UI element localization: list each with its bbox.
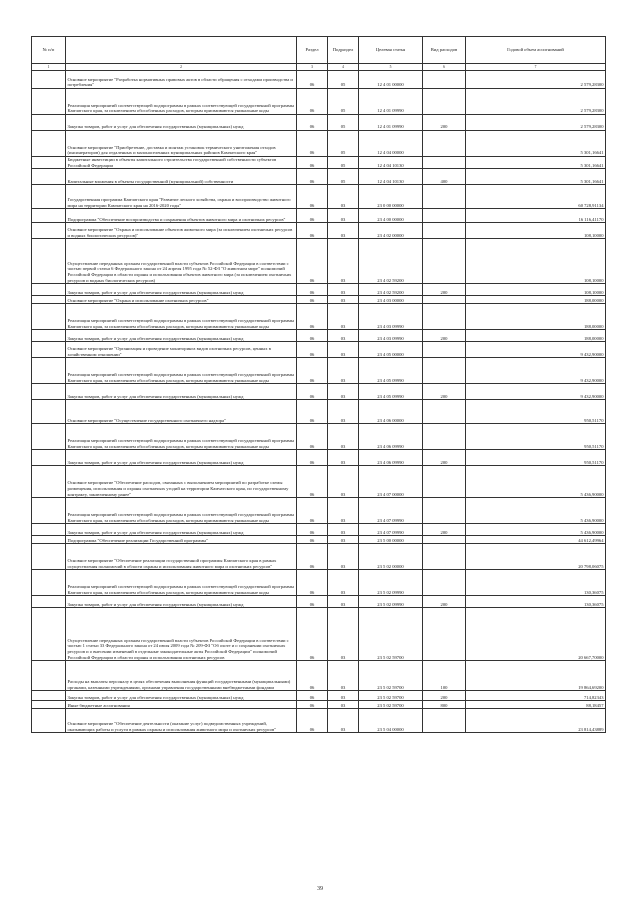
row-amount: 188,00000: [466, 330, 606, 342]
row-target: 23 5 02 59700: [359, 701, 423, 709]
row-subsection: 03: [328, 524, 359, 536]
table-row: [32, 536, 606, 544]
row-name: Закупка товаров, работ и услуг для обеспечения государственных (муниципальных) нужд: [66, 115, 297, 131]
row-amount: 2 579,28300: [466, 115, 606, 131]
row-subsection: 03: [328, 296, 359, 304]
row-target: 23 4 07 00000: [359, 466, 423, 498]
table-row: [32, 157, 606, 169]
row-name: Осуществление переданных органам государственной власти субъектов Российской Федерации в соответствии с частью 1 статьи 33 Федерального закона от 24 июля 2009 года № 209-ФЗ "Об охоте и о сохранении охотничьих ресурсов и о внесении изменений в отдельные законодательные акты Российской Федерации" полномочий Российской Федерации в области охраны и использования охотничьих ресурсов: [66, 608, 297, 661]
row-amount: 108,10000: [466, 223, 606, 239]
row-amount: 950,51170: [466, 400, 606, 424]
row-number: [32, 596, 66, 608]
row-target: 12 4 01 09990: [359, 89, 423, 115]
row-section: 06: [297, 596, 328, 608]
table-row: [32, 296, 606, 304]
row-target: 23 4 03 09990: [359, 304, 423, 330]
row-amount: 44 612,49964: [466, 536, 606, 544]
row-subsection: 05: [328, 115, 359, 131]
row-number: [32, 89, 66, 115]
row-subsection: 03: [328, 709, 359, 733]
table-row: [32, 71, 606, 89]
row-number: [32, 296, 66, 304]
table-row: [32, 185, 606, 209]
row-amount: 5 301,16641: [466, 131, 606, 157]
row-exptype: 200: [423, 691, 466, 701]
row-section: 06: [297, 71, 328, 89]
row-exptype: [423, 498, 466, 524]
row-amount: 60 728,91134: [466, 185, 606, 209]
row-section: 06: [297, 544, 328, 570]
row-subsection: 05: [328, 89, 359, 115]
row-number: [32, 284, 66, 296]
row-subsection: 03: [328, 223, 359, 239]
row-exptype: [423, 223, 466, 239]
row-number: [32, 691, 66, 701]
header-section: Раздел: [297, 37, 328, 64]
row-name: Основное мероприятие "Организация и проведение мониторинга видов охотничьих ресурсов, ценных в хозяйственном отношении": [66, 342, 297, 358]
row-name: Государственная программа Камчатского края "Развитие лесного хозяйства, охрана и воспроизводство животного мира на территории Камчатского края на 2016-2020 годы": [66, 185, 297, 209]
row-amount: 9 432,90000: [466, 342, 606, 358]
row-section: 06: [297, 384, 328, 400]
row-amount: 188,00000: [466, 304, 606, 330]
table-row: [32, 709, 606, 733]
row-number: [32, 424, 66, 450]
row-exptype: 200: [423, 115, 466, 131]
row-section: 06: [297, 239, 328, 284]
row-subsection: 03: [328, 239, 359, 284]
row-section: 06: [297, 115, 328, 131]
row-subsection: 03: [328, 304, 359, 330]
row-target: 12 4 01 00000: [359, 71, 423, 89]
column-index: 2: [66, 64, 297, 71]
row-name: Закупка товаров, работ и услуг для обеспечения государственных (муниципальных) нужд: [66, 524, 297, 536]
row-number: [32, 131, 66, 157]
row-name: Осуществление переданных органам государственной власти субъектов Российской Федерации в соответствии с частью первой статьи 6 Федерального закона от 24 апреля 1995 года № 52-ФЗ "О животном мире" полномочий Российской Федерации в области охраны и использования объектов животного мира (за исключением охотничьих ресурсов и водных биологических ресурсов): [66, 239, 297, 284]
row-amount: 108,10000: [466, 284, 606, 296]
row-subsection: 03: [328, 691, 359, 701]
row-number: [32, 71, 66, 89]
row-name: Подпрограмма "Обеспечение воспроизводства и сохранения объектов животного мира и охотничьих ресурсов": [66, 209, 297, 223]
row-subsection: 03: [328, 450, 359, 466]
row-exptype: [423, 536, 466, 544]
row-subsection: 03: [328, 330, 359, 342]
row-name: Реализация мероприятий соответствующей подпрограммы в рамках соответствующей государственной программы Камчатского края, за исключением обособленных расходов, которым присваиваются уникальные коды: [66, 424, 297, 450]
row-amount: 5 436,90000: [466, 498, 606, 524]
row-section: 06: [297, 185, 328, 209]
row-amount: 2 579,28300: [466, 89, 606, 115]
row-exptype: [423, 358, 466, 384]
row-exptype: 200: [423, 384, 466, 400]
row-target: 23 4 02 59200: [359, 239, 423, 284]
row-target: 23 4 02 00000: [359, 223, 423, 239]
row-amount: 5 301,16641: [466, 157, 606, 169]
row-number: [32, 570, 66, 596]
row-section: 06: [297, 342, 328, 358]
table-row: [32, 223, 606, 239]
row-section: 06: [297, 691, 328, 701]
row-name: Закупка товаров, работ и услуг для обеспечения государственных (муниципальных) нужд: [66, 450, 297, 466]
row-target: 23 4 07 09990: [359, 498, 423, 524]
row-exptype: [423, 209, 466, 223]
row-section: 06: [297, 570, 328, 596]
header-num: № п/п: [32, 37, 66, 64]
row-number: [32, 524, 66, 536]
row-number: [32, 223, 66, 239]
row-exptype: [423, 304, 466, 330]
row-section: 06: [297, 131, 328, 157]
row-number: [32, 536, 66, 544]
row-subsection: 03: [328, 570, 359, 596]
table-row: [32, 209, 606, 223]
header-subsection: Подраздел: [328, 37, 359, 64]
row-name: Подпрограмма "Обеспечение реализации Государственной программы": [66, 536, 297, 544]
table-row: [32, 400, 606, 424]
row-number: [32, 169, 66, 185]
row-exptype: 200: [423, 450, 466, 466]
row-subsection: 03: [328, 209, 359, 223]
row-target: 23 5 02 59700: [359, 608, 423, 661]
row-section: 06: [297, 498, 328, 524]
row-name: Закупка товаров, работ и услуг для обеспечения государственных (муниципальных) нужд: [66, 596, 297, 608]
row-subsection: 03: [328, 400, 359, 424]
row-target: 23 5 02 09990: [359, 596, 423, 608]
row-section: 06: [297, 304, 328, 330]
row-subsection: 03: [328, 498, 359, 524]
table-row: [32, 131, 606, 157]
header-amount: Годовой объем ассигнований: [466, 37, 606, 64]
table-row: [32, 384, 606, 400]
row-name: Иные бюджетные ассигнования: [66, 701, 297, 709]
row-target: 23 4 02 59200: [359, 284, 423, 296]
row-number: [32, 330, 66, 342]
row-name: Расходы на выплаты персоналу в целях обеспечения выполнения функций государственными (муниципальными) органами, казенными учреждениями, органами управления государственными внебюджетными фондами: [66, 661, 297, 691]
row-amount: 130,36075: [466, 570, 606, 596]
row-target: 23 4 05 09990: [359, 384, 423, 400]
row-amount: 108,10000: [466, 239, 606, 284]
row-name: Бюджетные инвестиции в объекты капитального строительства государственной собственности субъектов Российской Федерации: [66, 157, 297, 169]
row-exptype: [423, 570, 466, 596]
table-row: [32, 115, 606, 131]
row-amount: 130,36075: [466, 596, 606, 608]
row-subsection: 05: [328, 131, 359, 157]
row-section: 06: [297, 223, 328, 239]
row-target: 23 5 00 00000: [359, 536, 423, 544]
row-amount: 950,51170: [466, 450, 606, 466]
row-section: 06: [297, 608, 328, 661]
column-index: 4: [328, 64, 359, 71]
row-amount: 5 436,90000: [466, 466, 606, 498]
row-target: 23 5 02 00000: [359, 544, 423, 570]
table-row: [32, 608, 606, 661]
row-target: 23 5 02 59700: [359, 661, 423, 691]
row-exptype: 200: [423, 596, 466, 608]
row-section: 06: [297, 400, 328, 424]
row-name: Основное мероприятие "Обеспечение расходов, связанных с выполнением мероприятий по разработке схемы размещения, использования и охраны охотничьих угодий на территории Камчатского края, по государственному контракту, заключенному ранее": [66, 466, 297, 498]
column-index: 5: [359, 64, 423, 71]
column-index: 1: [32, 64, 66, 71]
row-section: 06: [297, 169, 328, 185]
row-section: 06: [297, 701, 328, 709]
row-target: 23 4 00 00000: [359, 209, 423, 223]
row-subsection: 03: [328, 536, 359, 544]
table-row: [32, 304, 606, 330]
row-name: Закупка товаров, работ и услуг для обеспечения государственных (муниципальных) нужд: [66, 330, 297, 342]
row-name: Основное мероприятие "Охрана и использование объектов животного мира (за исключением охотничьих ресурсов и водных биологических ресурсов)": [66, 223, 297, 239]
column-index: 7: [466, 64, 606, 71]
row-number: [32, 358, 66, 384]
row-exptype: [423, 709, 466, 733]
row-target: 12 4 01 09990: [359, 115, 423, 131]
row-subsection: 03: [328, 701, 359, 709]
row-amount: 9 432,90000: [466, 358, 606, 384]
table-row: [32, 570, 606, 596]
row-target: 23 4 07 09990: [359, 524, 423, 536]
row-section: 06: [297, 296, 328, 304]
row-number: [32, 400, 66, 424]
row-subsection: 03: [328, 185, 359, 209]
row-number: [32, 304, 66, 330]
row-exptype: [423, 185, 466, 209]
row-amount: 950,51170: [466, 424, 606, 450]
row-amount: 20 798,06075: [466, 544, 606, 570]
row-name: Основное мероприятие "Охрана и использование охотничьих ресурсов": [66, 296, 297, 304]
row-number: [32, 661, 66, 691]
row-target: 12 4 04 10130: [359, 157, 423, 169]
row-number: [32, 239, 66, 284]
table-row: [32, 342, 606, 358]
row-exptype: [423, 131, 466, 157]
row-exptype: [423, 296, 466, 304]
row-target: 23 4 06 09990: [359, 424, 423, 450]
row-target: 23 4 05 09990: [359, 358, 423, 384]
row-name: Реализация мероприятий соответствующей подпрограммы в рамках соответствующей государственной программы Камчатского края, за исключением обособленных расходов, которым присваиваются уникальные коды: [66, 304, 297, 330]
table-row: [32, 661, 606, 691]
row-subsection: 05: [328, 157, 359, 169]
row-number: [32, 342, 66, 358]
row-exptype: 200: [423, 330, 466, 342]
table-row: [32, 239, 606, 284]
row-name: Закупка товаров, работ и услуг для обеспечения государственных (муниципальных) нужд: [66, 284, 297, 296]
row-section: 06: [297, 524, 328, 536]
row-target: 23 4 06 09990: [359, 450, 423, 466]
row-target: 23 4 05 00000: [359, 342, 423, 358]
row-exptype: 100: [423, 661, 466, 691]
row-section: 06: [297, 536, 328, 544]
row-number: [32, 466, 66, 498]
row-amount: 714,82343: [466, 691, 606, 701]
row-exptype: 400: [423, 169, 466, 185]
row-exptype: [423, 400, 466, 424]
row-amount: 5 301,16641: [466, 169, 606, 185]
row-amount: 5 436,90000: [466, 524, 606, 536]
row-target: 23 4 03 00000: [359, 296, 423, 304]
row-exptype: [423, 544, 466, 570]
row-exptype: 800: [423, 701, 466, 709]
row-section: 06: [297, 157, 328, 169]
row-section: 06: [297, 450, 328, 466]
row-amount: 19 864,69200: [466, 661, 606, 691]
column-index: 3: [297, 64, 328, 71]
row-name: Основное мероприятие "Разработка нормативных правовых актов в области обращения с отходами производства и потребления": [66, 71, 297, 89]
row-name: Закупка товаров, работ и услуг для обеспечения государственных (муниципальных) нужд: [66, 691, 297, 701]
row-name: Реализация мероприятий соответствующей подпрограммы в рамках соответствующей государственной программы Камчатского края, за исключением обособленных расходов, которым присваиваются уникальные коды: [66, 89, 297, 115]
row-subsection: 03: [328, 424, 359, 450]
row-section: 06: [297, 466, 328, 498]
row-section: 06: [297, 209, 328, 223]
row-section: 06: [297, 284, 328, 296]
row-subsection: 05: [328, 169, 359, 185]
row-number: [32, 701, 66, 709]
row-section: 06: [297, 661, 328, 691]
row-exptype: [423, 342, 466, 358]
row-amount: 188,00000: [466, 296, 606, 304]
row-target: 23 4 03 09990: [359, 330, 423, 342]
row-section: 06: [297, 709, 328, 733]
table-row: [32, 596, 606, 608]
row-subsection: 05: [328, 71, 359, 89]
row-section: 06: [297, 89, 328, 115]
row-exptype: [423, 89, 466, 115]
row-number: [32, 115, 66, 131]
row-exptype: [423, 71, 466, 89]
row-exptype: [423, 608, 466, 661]
row-subsection: 03: [328, 608, 359, 661]
row-amount: 16 116,41170: [466, 209, 606, 223]
row-exptype: 200: [423, 524, 466, 536]
row-amount: 88,18457: [466, 701, 606, 709]
table-row: [32, 424, 606, 450]
row-target: 23 5 04 00000: [359, 709, 423, 733]
row-name: Реализация мероприятий соответствующей подпрограммы в рамках соответствующей государственной программы Камчатского края, за исключением обособленных расходов, которым присваиваются уникальные коды: [66, 358, 297, 384]
table-row: [32, 284, 606, 296]
row-number: [32, 709, 66, 733]
row-number: [32, 498, 66, 524]
row-subsection: 03: [328, 661, 359, 691]
row-name: Основное мероприятие "Приобретение, доставка и монтаж установок термического уничтожения отходов (инсинераторов) для отдаленных и малонаселенных муниципальных районов Камчатского края": [66, 131, 297, 157]
row-name: Реализация мероприятий соответствующей подпрограммы в рамках соответствующей государственной программы Камчатского края, за исключением обособленных расходов, которым присваиваются уникальные коды: [66, 570, 297, 596]
row-number: [32, 608, 66, 661]
column-index-row: [32, 64, 606, 71]
table-row: [32, 89, 606, 115]
row-amount: 9 432,90000: [466, 384, 606, 400]
row-target: 23 5 02 59700: [359, 691, 423, 701]
table-row: [32, 330, 606, 342]
row-exptype: 200: [423, 284, 466, 296]
table-row: [32, 498, 606, 524]
row-amount: 23 814,43889: [466, 709, 606, 733]
row-subsection: 03: [328, 284, 359, 296]
row-number: [32, 185, 66, 209]
row-subsection: 03: [328, 544, 359, 570]
row-number: [32, 209, 66, 223]
row-name: Основное мероприятие "Осуществление государственного охотничьего надзора": [66, 400, 297, 424]
table-row: [32, 691, 606, 701]
row-target: 23 5 02 09990: [359, 570, 423, 596]
row-subsection: 03: [328, 596, 359, 608]
header-target: Целевая статья: [359, 37, 423, 64]
header-exptype: Вид расходов: [423, 37, 466, 64]
row-target: 23 0 00 00000: [359, 185, 423, 209]
row-subsection: 03: [328, 466, 359, 498]
row-number: [32, 157, 66, 169]
column-index: 6: [423, 64, 466, 71]
header-name: [66, 37, 297, 64]
row-section: 06: [297, 330, 328, 342]
row-number: [32, 544, 66, 570]
row-number: [32, 450, 66, 466]
row-target: 12 4 04 10130: [359, 169, 423, 185]
row-subsection: 03: [328, 342, 359, 358]
row-exptype: [423, 424, 466, 450]
table-body: [32, 71, 606, 733]
table-row: [32, 450, 606, 466]
row-name: Основное мероприятие "Обеспечение реализации государственной программы Камчатского края в рамках осуществления полномочий в области охраны и использования животного мира и охотничьих ресурсов": [66, 544, 297, 570]
row-section: 06: [297, 358, 328, 384]
budget-table: [31, 36, 606, 733]
table-row: [32, 358, 606, 384]
row-exptype: [423, 157, 466, 169]
row-amount: 2 579,28300: [466, 71, 606, 89]
row-name: Основное мероприятие "Обеспечение деятельности (оказание услуг) подведомственных учреждений, оказывающих работы и услуги в рамках охраны и использования животного мира и охотничьих ресурсов": [66, 709, 297, 733]
table-row: [32, 466, 606, 498]
table-row: [32, 524, 606, 536]
row-exptype: [423, 239, 466, 284]
row-name: Реализация мероприятий соответствующей подпрограммы в рамках соответствующей государственной программы Камчатского края, за исключением обособленных расходов, которым присваиваются уникальные коды: [66, 498, 297, 524]
row-exptype: [423, 466, 466, 498]
row-subsection: 03: [328, 384, 359, 400]
row-number: [32, 384, 66, 400]
table-row: [32, 544, 606, 570]
row-target: 12 4 04 00000: [359, 131, 423, 157]
table-row: [32, 701, 606, 709]
row-amount: 20 667,70000: [466, 608, 606, 661]
page-number: 39: [317, 886, 323, 892]
row-target: 23 4 06 00000: [359, 400, 423, 424]
table-row: [32, 169, 606, 185]
row-subsection: 03: [328, 358, 359, 384]
header-row: [32, 37, 606, 64]
row-name: Капитальные вложения в объекты государственной (муниципальной) собственности: [66, 169, 297, 185]
row-name: Закупка товаров, работ и услуг для обеспечения государственных (муниципальных) нужд: [66, 384, 297, 400]
row-section: 06: [297, 424, 328, 450]
